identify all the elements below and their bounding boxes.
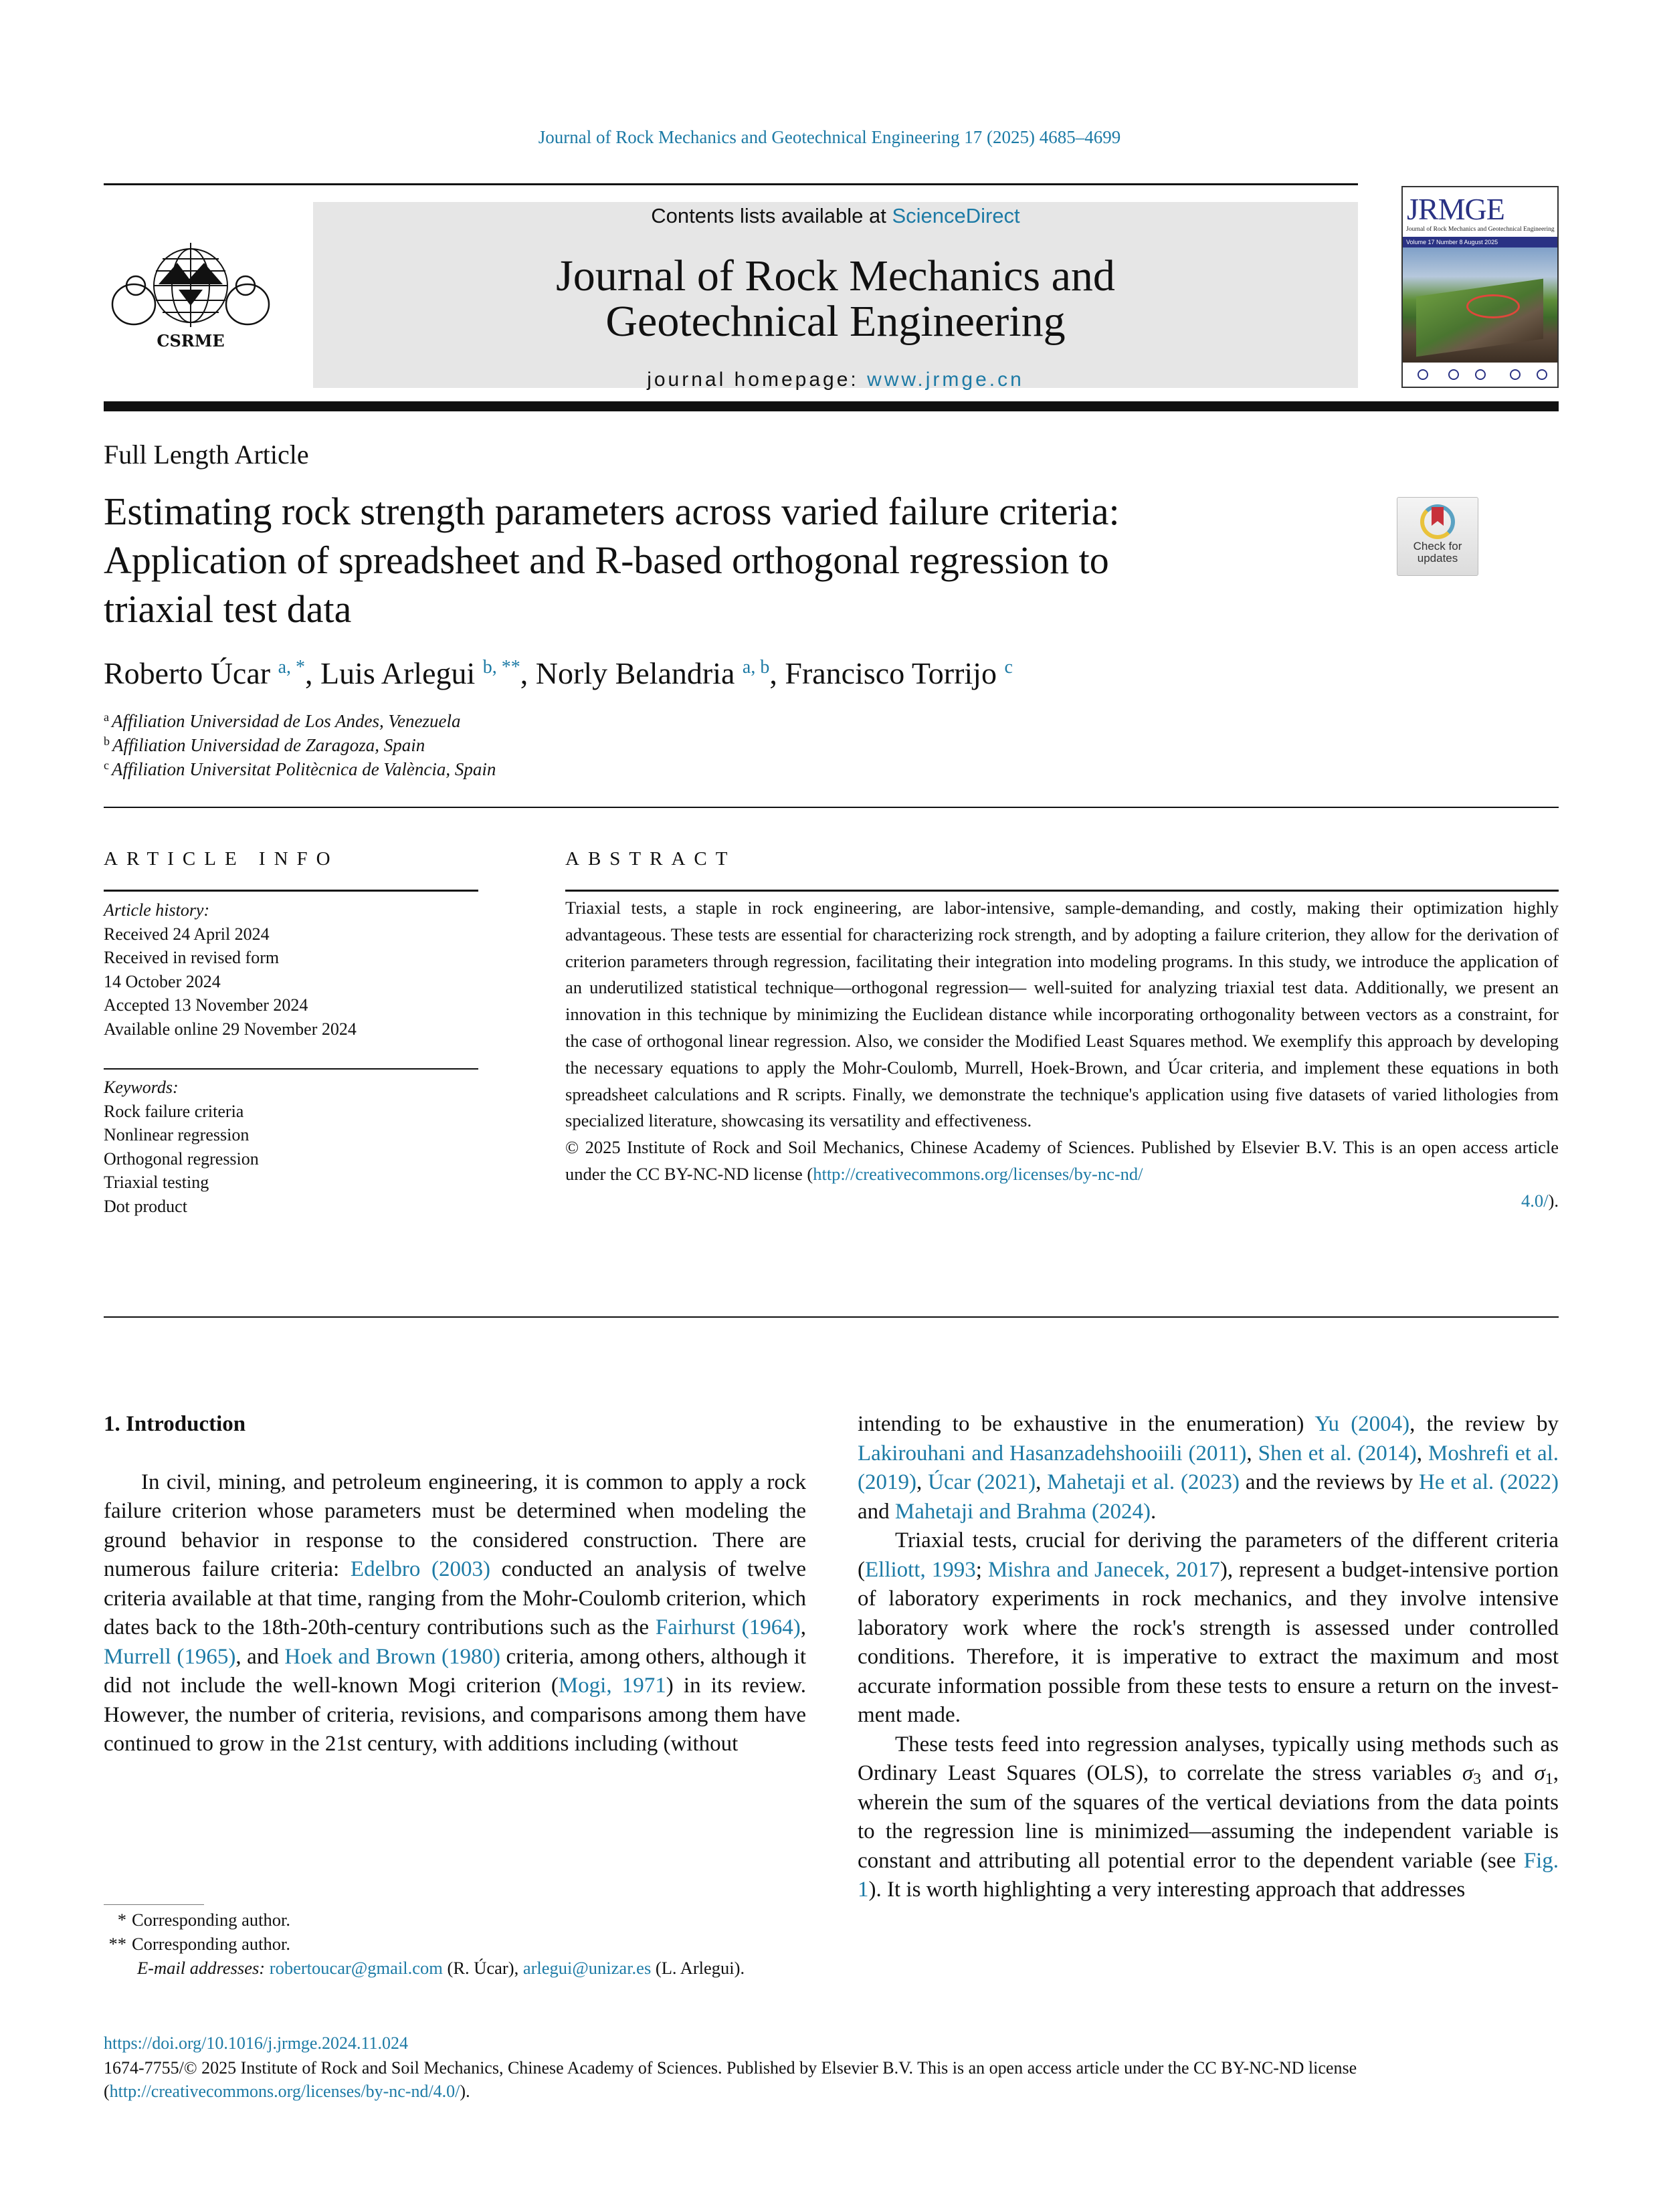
citation-link[interactable]: Fairhurst (1964) xyxy=(655,1615,801,1639)
homepage-link[interactable]: www.jrmge.cn xyxy=(867,369,1024,391)
footnote-item: * Corresponding author. xyxy=(117,1910,290,1930)
citation-link[interactable]: Úcar (2021) xyxy=(928,1470,1036,1494)
article-history: Article history: Received 24 April 2024 Received in revised form 14 October 2024 Accepted 13 November 2024 Available online 29 November 2024 xyxy=(104,898,357,1041)
keyword-item: Triaxial testing xyxy=(104,1173,209,1192)
body-left-column xyxy=(104,1410,806,1759)
license-link-cont[interactable]: 4.0/ xyxy=(1521,1190,1549,1211)
affiliation-item: $^a$ Affiliation Universidad de Los Andes, Venezuela xyxy=(104,710,461,731)
journal-header-box xyxy=(313,202,1358,391)
journal-citation[interactable]: Journal of Rock Mechanics and Geotechnical Engineering 17 (2025) 4685–4699 xyxy=(538,127,1121,147)
abstract-text: Triaxial tests, a staple in rock engineering, are labor-intensive, sample-demanding, and costly, making their optimization highly advantageous. These tests are essential for characterizing rock strength, and by adopting a failure criterion, they allow for the derivation of criterion parameters through regression, facilitating their integration into modeling programs. In this study, we introduce the application of an underutilized statistical technique—orthogonal regression— well-suited for analyzing triaxial test data. Additionally, we present an innovation in this technique by minimizing the Euclidean distance while incorporating orthogonality between vectors as a constraint, for the case of orthogonal linear regression. Also, we consider the Modified Least Squares method. We exemplify this approach by developing the necessary equations to apply the Mohr-Coulomb, Murrell, Hoek-Brown, and Úcar criteria, and implement these equations in both spreadsheet calculations and R scripts. Finally, we demonstrate the technique's application using five datasets of varied lithologies from specialized literature, showcasing its versatility and effectiveness. xyxy=(565,898,1559,1131)
history-item: 14 October 2024 xyxy=(104,971,221,991)
cover-artwork xyxy=(1403,247,1557,364)
sigma-symbol: σ xyxy=(1534,1761,1545,1785)
check-for-updates-button[interactable]: Check for updates xyxy=(1397,497,1478,576)
keyword-item: Rock failure criteria xyxy=(104,1101,244,1121)
affiliation-item: $^c$ Affiliation Universitat Politècnica de València, Spain xyxy=(104,759,496,779)
paragraph: intending to be exhaustive in the enumeration) Yu (2004), the review by Lakirouhani and Hasanzadehshooiili (2011), Shen et al. (2014), Moshrefi et al. (2019), Úcar (2021), Mahetaji et al. (2023) and the reviews by He et al. (2022) and Mahetaji and Brahma (2024). xyxy=(858,1412,1559,1524)
author-name[interactable]: Francisco Torrijo xyxy=(785,656,997,690)
author-name[interactable]: Luis Arlegui xyxy=(320,656,476,690)
citation-link[interactable]: Moshrefi et al. (2019) xyxy=(858,1441,1559,1494)
citation-link[interactable]: Edelbro (2003) xyxy=(350,1557,491,1581)
affiliation-item: $^b$ Affiliation Universidad de Zaragoza, Spain xyxy=(104,734,425,755)
footnote-rule xyxy=(104,1904,204,1905)
email-addresses: E-mail addresses: robertoucar@gmail.com (R. Úcar), arlegui@unizar.es (L. Arlegui). xyxy=(137,1958,745,1978)
affiliations xyxy=(104,709,496,781)
history-item: Accepted 13 November 2024 xyxy=(104,995,308,1015)
contents-line: Contents lists available at ScienceDirect xyxy=(651,204,1020,227)
author-name[interactable]: Norly Belandria xyxy=(535,656,735,690)
journal-title: Journal of Rock Mechanics and Geotechnical Engineering xyxy=(556,252,1115,346)
author-affil-marks[interactable]: a, b xyxy=(742,657,770,678)
journal-homepage: journal homepage: www.jrmge.cn xyxy=(647,369,1024,391)
csrme-globe-icon xyxy=(104,237,274,351)
keywords: Keywords: Rock failure criteria Nonlinear regression Orthogonal regression Triaxial testing Dot product xyxy=(104,1076,259,1218)
doi-link[interactable]: https://doi.org/10.1016/j.jrmge.2024.11.024 xyxy=(104,2033,408,2053)
author-name[interactable]: Roberto Úcar xyxy=(104,656,271,690)
divider xyxy=(104,807,1559,808)
divider xyxy=(104,890,478,892)
abstract-body: Triaxial tests, a staple in rock engineering, are labor-intensive, sample-demanding, and costly, making their optimization highly advantageous. These tests are essential for characterizing rock strength, and by adopting a failure criterion, they allow for the derivation of criterion parameters through regression, facilitating their integration into modeling programs. In this study, we introduce the application of an underutilized statistical technique—orthogonal regression— well-suited for analyzing triaxial test data. Additionally, we present an innovation in this technique by minimizing the Euclidean distance while incorporating orthogonality between vectors as a constraint, for the case of orthogonal linear regression. Also, we consider the Modified Least Squares method. We exemplify this approach by developing the necessary equations to apply the Mohr-Coulomb, Murrell, Hoek-Brown, and Úcar criteria, and implement these equations in both spreadsheet calculations and R scripts. Finally, we demonstrate the technique's application using five datasets of varied lithologies from specialized literature, showcasing its versatility and effectiveness. © 2025 Institute of Rock and Soil Mechanics, Chinese Academy of Sciences. Published by Elsevier B.V. This is an open access article under the CC BY-NC-ND license (http://creativecommons.org/licenses/by-nc-nd/ 4.0/). xyxy=(565,895,1559,1215)
citation-link[interactable]: Elliott, 1993 xyxy=(865,1557,976,1582)
citation-link[interactable]: Mishra and Janecek, 2017 xyxy=(987,1557,1220,1582)
journal-cover-thumbnail[interactable]: JRMGE Journal of Rock Mechanics and Geotechnical Engineering Volume 17 Number 8 August 2025 xyxy=(1401,186,1559,388)
license-link[interactable]: http://creativecommons.org/licenses/by-nc-nd/4.0/ xyxy=(109,2082,460,2101)
paragraph: These tests feed into regression analyses, typically using methods such as Ordinary Least Squares (OLS), to correlate the stress variables $\sigma_3$ and $\sigma_1$, wherein the sum of the squares of the vertical deviations from the data points to the regression line is minimized—assuming the independent variable is constant and attributing all potential error to the dependent variable (see Fig. 1). It is worth highlighting a very interesting approach that addresses xyxy=(858,1732,1559,1902)
figure-link[interactable]: Fig. 1 xyxy=(858,1848,1559,1902)
license-link[interactable]: http://creativecommons.org/licenses/by-nc-nd/ xyxy=(813,1163,1143,1184)
body-right-column xyxy=(858,1410,1559,1905)
header-thick-rule xyxy=(104,401,1559,411)
author-affil-marks[interactable]: a, * xyxy=(278,657,306,678)
article-info-heading: ARTICLE INFO xyxy=(104,848,339,870)
email-link[interactable]: arlegui@unizar.es xyxy=(522,1958,652,1978)
abstract-copyright: © 2025 Institute of Rock and Soil Mechanics, Chinese Academy of Sciences. Published by Elsevier B.V. This is an open access article under the CC BY-NC-ND license (http://creativecommons.org/licenses/by-nc-nd/ xyxy=(565,1137,1559,1184)
citation-link[interactable]: Mahetaji et al. (2023) xyxy=(1047,1470,1240,1494)
citation-link[interactable]: Murrell (1965) xyxy=(104,1644,236,1669)
keyword-item: Nonlinear regression xyxy=(104,1125,250,1144)
citation-link[interactable]: Yu (2004) xyxy=(1314,1412,1410,1436)
section-heading-introduction: 1. Introduction xyxy=(104,1412,246,1436)
author-affil-marks[interactable]: b, ** xyxy=(482,657,520,678)
author-affil-marks[interactable]: c xyxy=(1004,657,1013,678)
citation-link[interactable]: He et al. (2022) xyxy=(1419,1470,1559,1494)
history-item: Available online 29 November 2024 xyxy=(104,1019,357,1039)
divider xyxy=(565,890,1559,892)
citation-link[interactable]: Mahetaji and Brahma (2024) xyxy=(894,1499,1151,1524)
email-link[interactable]: robertoucar@gmail.com xyxy=(269,1958,443,1978)
citation-link[interactable]: Hoek and Brown (1980) xyxy=(284,1644,500,1669)
csrme-logo xyxy=(104,237,274,351)
article-title: Estimating rock strength parameters across varied failure criteria: Application of spreadsheet and R-based orthogonal regression to triaxial test data xyxy=(104,490,1120,631)
sciencedirect-link[interactable]: ScienceDirect xyxy=(892,204,1020,227)
citation-link[interactable]: Shen et al. (2014) xyxy=(1258,1441,1417,1466)
author-list: Roberto Úcar $^{a, *}$, Luis Arlegui $^{b, **}$, Norly Belandria $^{a, b}$, Francisco Torrijo $^c$ xyxy=(104,656,1013,690)
paragraph: In civil, mining, and petroleum engineering, it is common to apply a rock failure criterion whose parameters must be determined when modeling the ground behavior in response to the considered construction. There are numerous failure criteria: Edelbro (2003) conducted an analysis of twelve criteria available at that time, ranging from the Mohr-Coulomb criterion, which dates back to the 18th-20th-century contributions such as the Fairhurst (1964), Murrell (1965), and Hoek and Brown (1980) criteria, among others, although it did not include the well-known Mogi criterion (Mogi, 1971) in its review. However, the number of criteria, revisions, and comparisons among them have continued to grow in the 21st century, with additions including (without xyxy=(104,1470,806,1756)
keyword-item: Orthogonal regression xyxy=(104,1148,259,1169)
paragraph: Triaxial tests, crucial for deriving the parameters of the different criteria (Elliott, 1993; Mishra and Janecek, 2017), represent a budget-intensive portion of laboratory experiments in rock mechanics, and they involve intensive laboratory work where the rock's strength is assessed under controlled conditions. Therefore, it is imperative to extract the maximum and most accurate information possible from these tests to ensure a return on the investment made. xyxy=(858,1528,1559,1727)
footnote-item: ** Corresponding author. xyxy=(108,1934,290,1954)
cover-society-logos xyxy=(1403,363,1557,387)
header-rule xyxy=(104,183,1358,185)
keyword-item: Dot product xyxy=(104,1196,187,1216)
citation-link[interactable]: Lakirouhani and Hasanzadehshooiili (2011) xyxy=(858,1441,1247,1466)
sigma-symbol: σ xyxy=(1462,1761,1474,1785)
history-item: Received in revised form xyxy=(104,948,280,967)
footnotes xyxy=(104,1908,806,1980)
citation-link[interactable]: Mogi, 1971 xyxy=(558,1674,666,1698)
article-type: Full Length Article xyxy=(104,439,309,470)
divider xyxy=(104,1316,1559,1318)
crossmark-icon xyxy=(1420,504,1455,539)
history-item: Received 24 April 2024 xyxy=(104,924,270,944)
abstract-heading: ABSTRACT xyxy=(565,848,737,870)
divider xyxy=(104,1068,478,1070)
footer-license: 1674-7755/© 2025 Institute of Rock and Soil Mechanics, Chinese Academy of Sciences. Published by Elsevier B.V. This is an open access article under the CC BY-NC-ND license (http://creativecommons.org/licenses/by-nc-nd/4.0/). xyxy=(104,2058,1357,2101)
svg-text:CSRME: CSRME xyxy=(157,331,225,350)
